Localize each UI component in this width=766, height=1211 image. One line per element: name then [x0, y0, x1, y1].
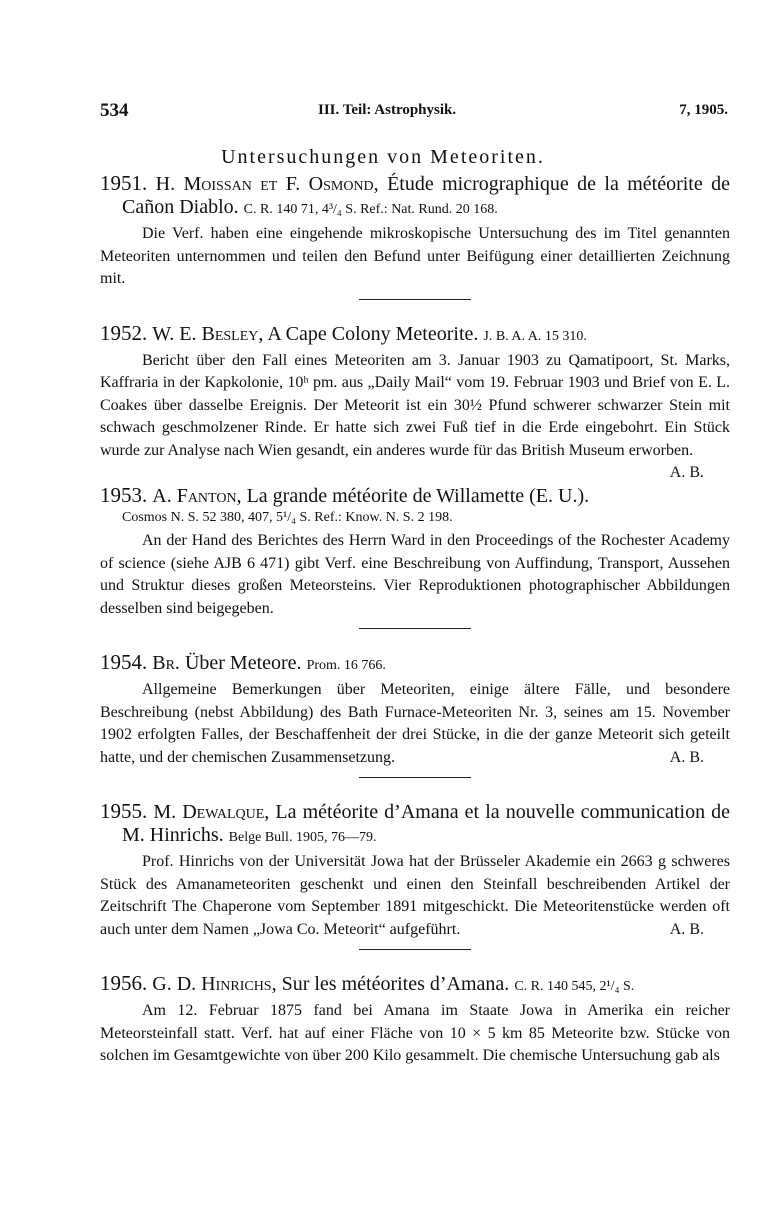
separator-rule	[359, 299, 471, 300]
entry-number: 1954.	[100, 650, 148, 674]
entry-authors: W. E. Besley,	[152, 322, 264, 345]
entry-authors: G. D. Hinrichs,	[152, 973, 277, 995]
reviewer-signature: A. B.	[669, 464, 704, 481]
abstract-text: An der Hand des Berichtes des Herrn Ward in den Proceedings of the Rochester Academy of science (siehe AJB 6 471) gibt Verf. eine Beschreibung von Auffindung, Transport, Aussehen und Struktur dieses großen Meteorsteins. Vier Reproduktionen photographischer Abbildungen desselben sind beigegeben.	[100, 532, 730, 617]
entry-title: A Cape Colony Meteorite.	[267, 322, 479, 345]
entry-reference: Prom. 16 766.	[306, 658, 386, 673]
entry-reference: C. R. 140 545, 2¹/₄ S.	[514, 979, 635, 994]
entry-reference: C. R. 140 71, 4³/₄ S. Ref.: Nat. Rund. 20 168.	[243, 202, 498, 217]
separator-rule	[359, 949, 471, 950]
entry-1951	[100, 172, 730, 300]
entry-number: 1952.	[100, 320, 148, 345]
separator-rule	[359, 628, 471, 629]
page-number: 534	[100, 100, 129, 121]
entry-number: 1955.	[100, 799, 148, 823]
abstract-text: Prof. Hinrichs von der Universität Jowa hat der Brüsseler Akademie ein 2663 g schweres Stück des Amanameteoriten geschenkt und einen den Steinfall beschreibenden Artikel der Zeitschrift The Chaperone vom September 1891 mitgeschickt. Die Meteoritenstücke werden oft auch unter dem Namen „Jowa Co. Meteorit“ aufgeführt.	[100, 853, 730, 938]
entry-heading	[100, 484, 730, 508]
separator-rule	[359, 777, 471, 778]
abstract-text: Allgemeine Bemerkungen über Meteoriten, einige ältere Fälle, und besondere Beschreibung (nebst Abbildung) des Bath Furnace-Meteoriten Nr. 3, seines am 15. November 1902 erfolgten Falles, der Beschaffenheit der drei Stücke, in die der ganze Meteorit sich geteilt hatte, und der chemischen Zusammensetzung.	[100, 681, 730, 766]
entry-abstract	[100, 851, 730, 941]
entry-title: Sur les météorites d’Amana.	[281, 973, 510, 995]
entry-1954	[100, 651, 730, 778]
entry-title: Étude micrographique de la météorite de Cañon Diablo.	[122, 173, 731, 218]
entry-title: La grande météorite de Willamette (E. U.).	[246, 485, 590, 507]
abstract-text: Am 12. Februar 1875 fand bei Amana im Staate Jowa in Amerika ein reicher Meteorsteinfall statt. Verf. hat auf einer Fläche von 10 × 5 km 85 Meteorite bzw. Stücke von solchen im Gesamtgewichte von über 200 Kilo gesammelt. Die chemische Untersuchung gab als	[100, 1002, 730, 1064]
entry-reference: J. B. A. A. 15 310.	[483, 328, 587, 344]
entry-reference: Belge Bull. 1905, 76—79.	[228, 830, 377, 845]
entry-abstract	[100, 1000, 730, 1068]
entry-abstract	[100, 530, 730, 620]
entry-number: 1956.	[100, 971, 148, 995]
entry-abstract	[100, 350, 730, 481]
entry-1953	[100, 484, 730, 629]
reviewer-signature: A. B.	[669, 748, 704, 766]
entry-title: La météorite d’Amana et la nouvelle communication de M. Hinrichs.	[122, 801, 731, 846]
entry-authors: Br.	[152, 652, 180, 674]
entry-title: Über Meteore.	[184, 652, 302, 674]
entry-heading	[100, 972, 730, 998]
entry-abstract	[100, 223, 730, 291]
entry-number: 1951.	[100, 171, 148, 195]
entry-authors: A. Fanton,	[152, 485, 242, 507]
entry-1952	[100, 320, 730, 481]
entry-authors: M. Dewalque,	[153, 801, 270, 823]
entry-heading	[100, 172, 730, 221]
part-title: III. Teil: Astrophysik.	[318, 102, 457, 118]
abstract-text: Bericht über den Fall eines Meteoriten am 3. Januar 1903 zu Qamatipoort, St. Marks, Kaffraria in der Kapkolonie, 10ʰ pm. aus „Daily Mail“ vom 19. Februar 1903 und Brief von E. L. Coakes über dasselbe Ereignis. Der Meteorit ist ein 30½ Pfund schwerer schwarzer Stein mit schwach geschmolzener Rinde. Er hatte sich zwei Fuß tief in die Erde eingebohrt. Ein Stück wurde zur Analyse nach Wien gesandt, ein anderes wurde für das British Museum erworben.	[100, 351, 730, 459]
entry-authors: H. Moissan et F. Osmond,	[155, 173, 379, 195]
volume-year: 7, 1905.	[679, 102, 728, 118]
entry-1956	[100, 972, 730, 1068]
section-title: Untersuchungen von Meteoriten.	[221, 146, 545, 168]
entry-heading	[100, 322, 730, 348]
running-header	[100, 100, 728, 122]
entry-number: 1953.	[100, 483, 148, 507]
entry-reference: Cosmos N. S. 52 380, 407, 5¹/₄ S. Ref.: Know. N. S. 2 198.	[122, 510, 453, 525]
entry-abstract	[100, 679, 730, 769]
reviewer-signature: A. B.	[669, 920, 704, 938]
entry-1955	[100, 800, 730, 950]
entry-heading	[100, 800, 730, 849]
entry-heading	[100, 651, 730, 677]
abstract-text: Die Verf. haben eine eingehende mikroskopische Untersuchung des im Titel genannten Meteoriten unternommen und teilen den Befund unter Beifügung einer detaillierten Zeichnung mit.	[100, 225, 730, 287]
entry-list	[100, 172, 730, 1090]
